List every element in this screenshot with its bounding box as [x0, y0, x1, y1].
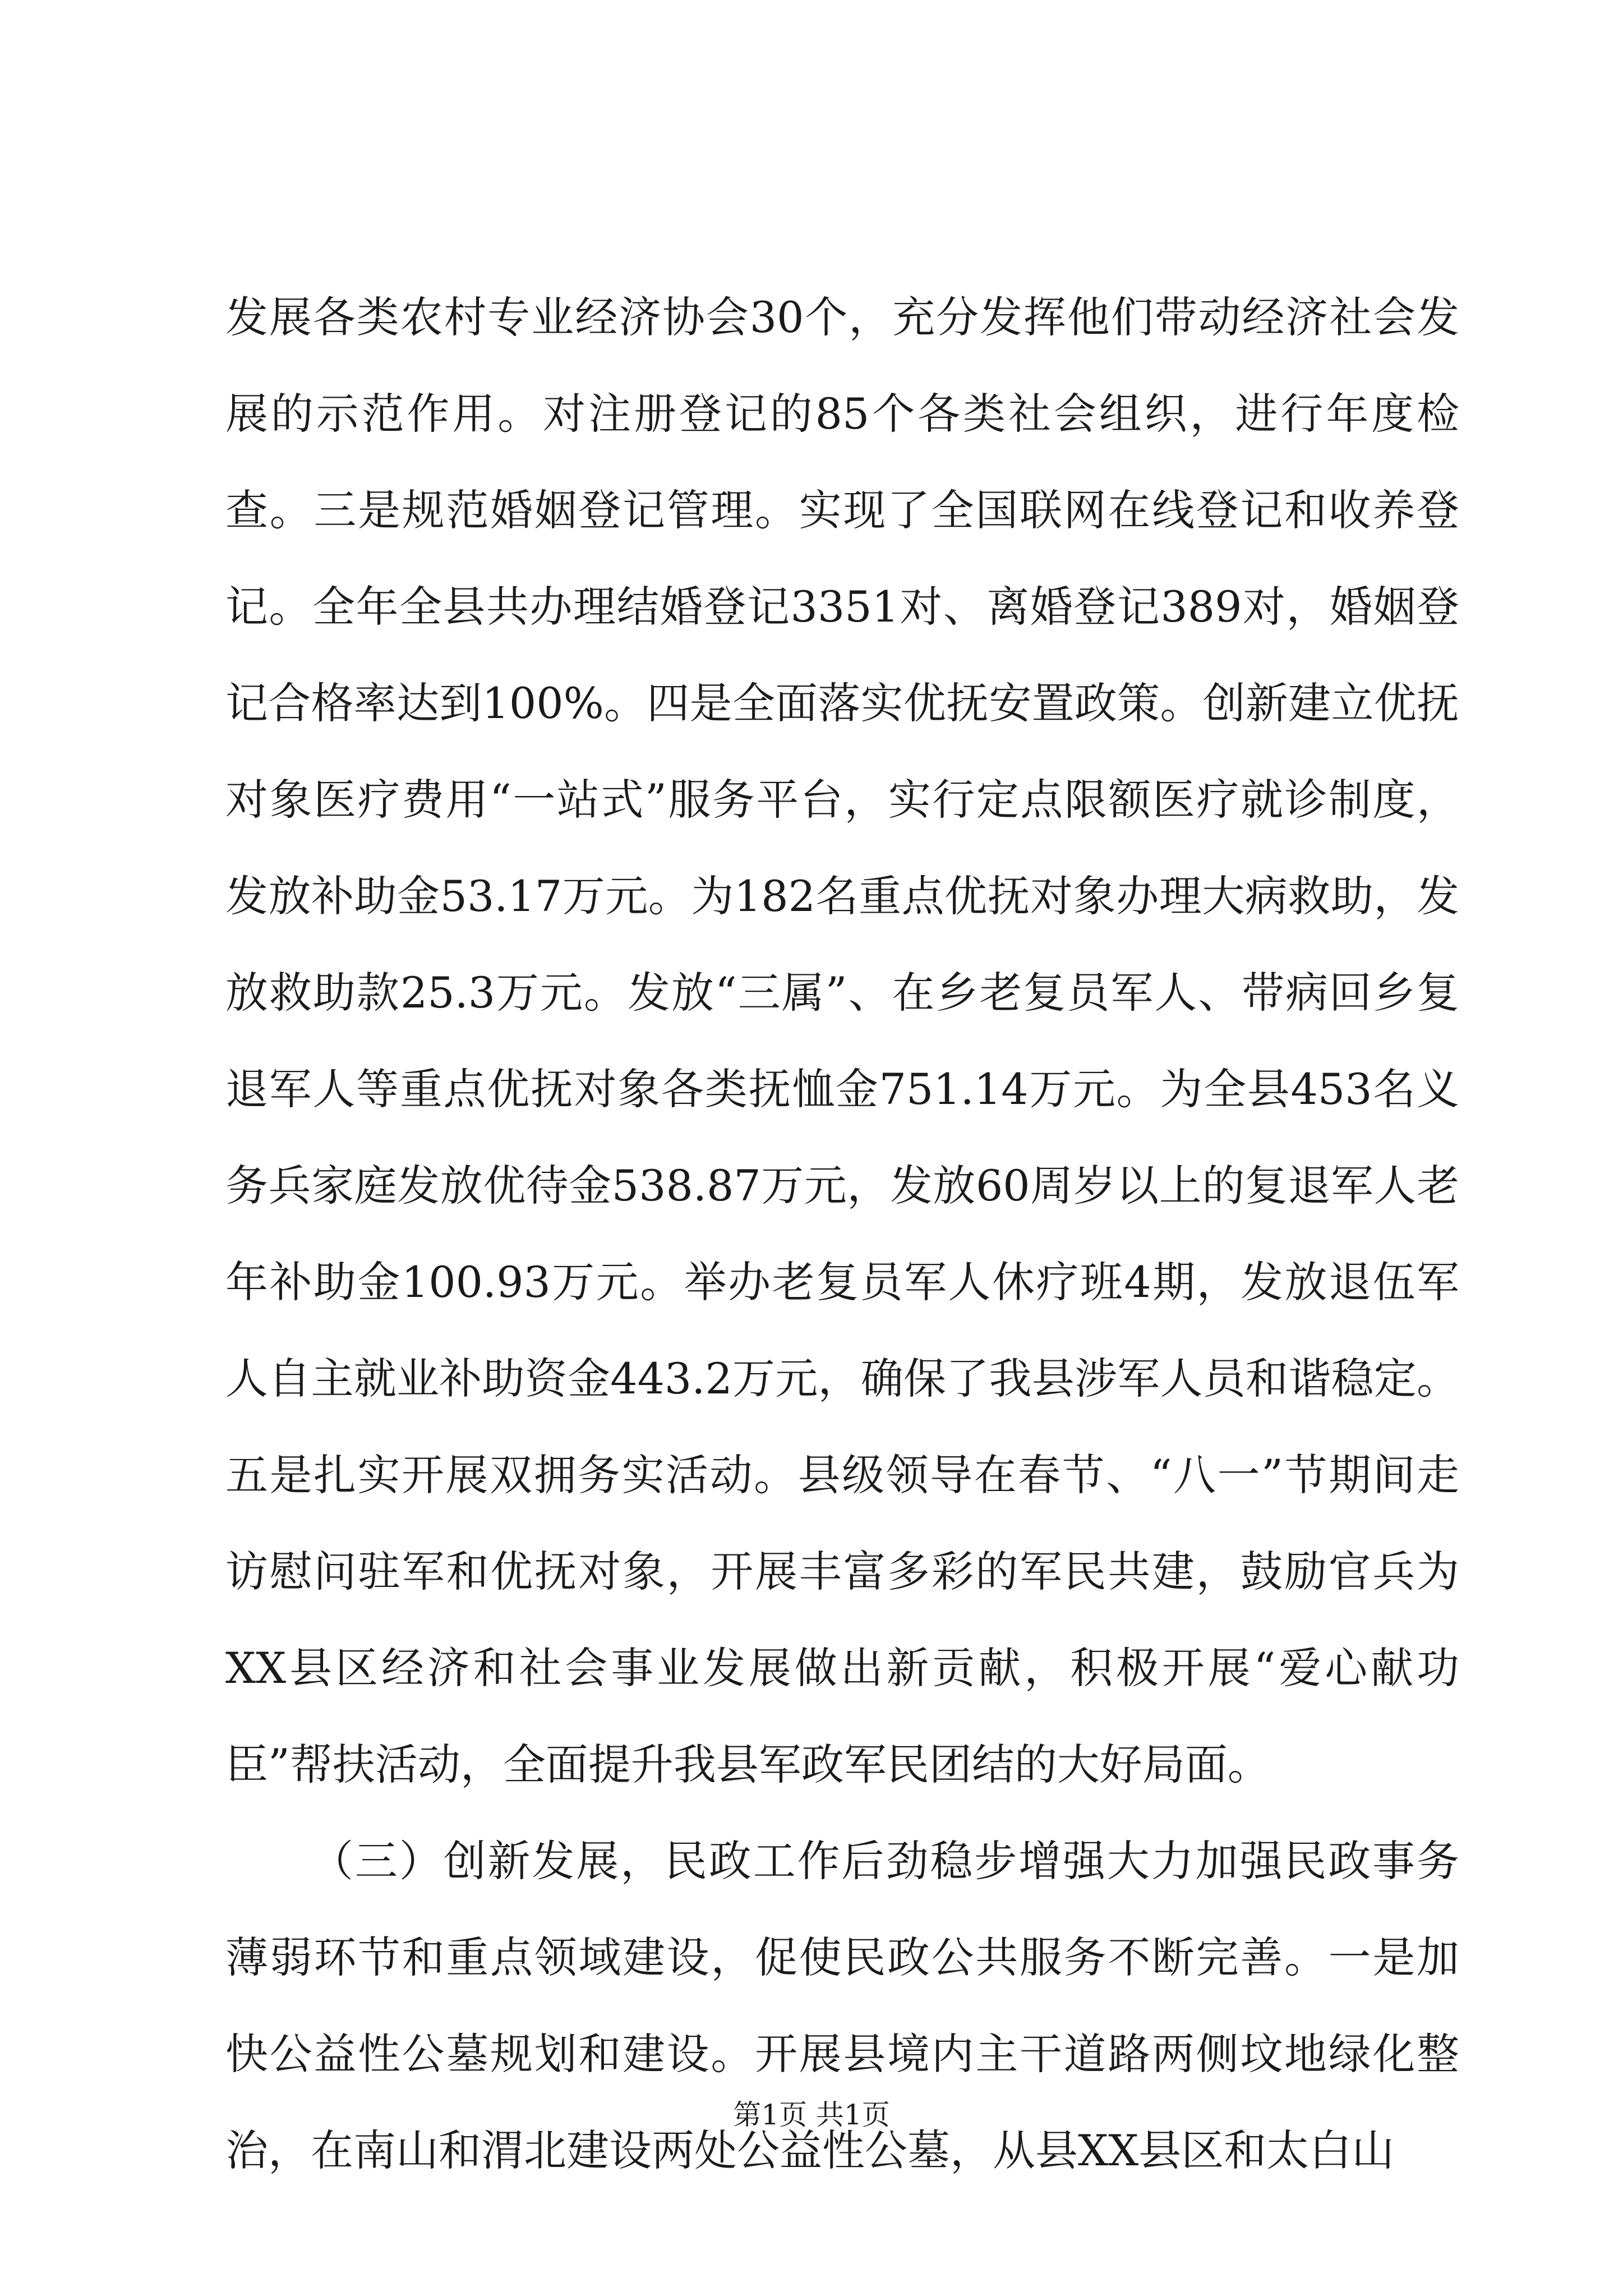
paragraph-continuation: 发展各类农村专业经济协会30个，充分发挥他们带动经济社会发展的示范作用。对注册登记的85个各类社会组织，进行年度检查。三是规范婚姻登记管理。实现了全国联网在线登记和收养登记。全年全县共办理结婚登记3351对、离婚登记389对，婚姻登记合格率达到100%。四是全面落实优抚安置政策。创新建立优抚对象医疗费用“一站式”服务平台，实行定点限额医疗就诊制度，发放补助金53.17万元。为182名重点优抚对象办理大病救助，发放救助款25.3万元。发放“三属”、在乡老复员军人、带病回乡复退军人等重点优抚对象各类抚恤金751.14万元。为全县453名义务兵家庭发放优待金538.87万元，发放60周岁以上的复退军人老年补助金100.93万元。举办老复员军人休疗班4期，发放退伍军人自主就业补助资金443.2万元，确保了我县涉军人员和谐稳定。五是扎实开展双拥务实活动。县级领导在春节、“八一”节期间走访慰问驻军和优抚对象，开展丰富多彩的军民共建，鼓励官兵为XX县区经济和社会事业发展做出新贡献，积极开展“爱心献功臣”帮扶活动，全面提升我县军政军民团结的大好局面。 [225, 292, 1459, 1789]
paragraph-section-three: （三）创新发展，民政工作后劲稳步增强大力加强民政事务薄弱环节和重点领域建设，促使民政公共服务不断完善。一是加快公益性公墓规划和建设。开展县境内主干道路两侧坟地绿化整治，在南山和渭北建设两处公益性公墓，从县XX县区和太白山 [225, 1836, 1459, 2175]
document-body [225, 269, 1459, 2199]
page-footer: 第1页 共1页 [733, 2099, 890, 2131]
